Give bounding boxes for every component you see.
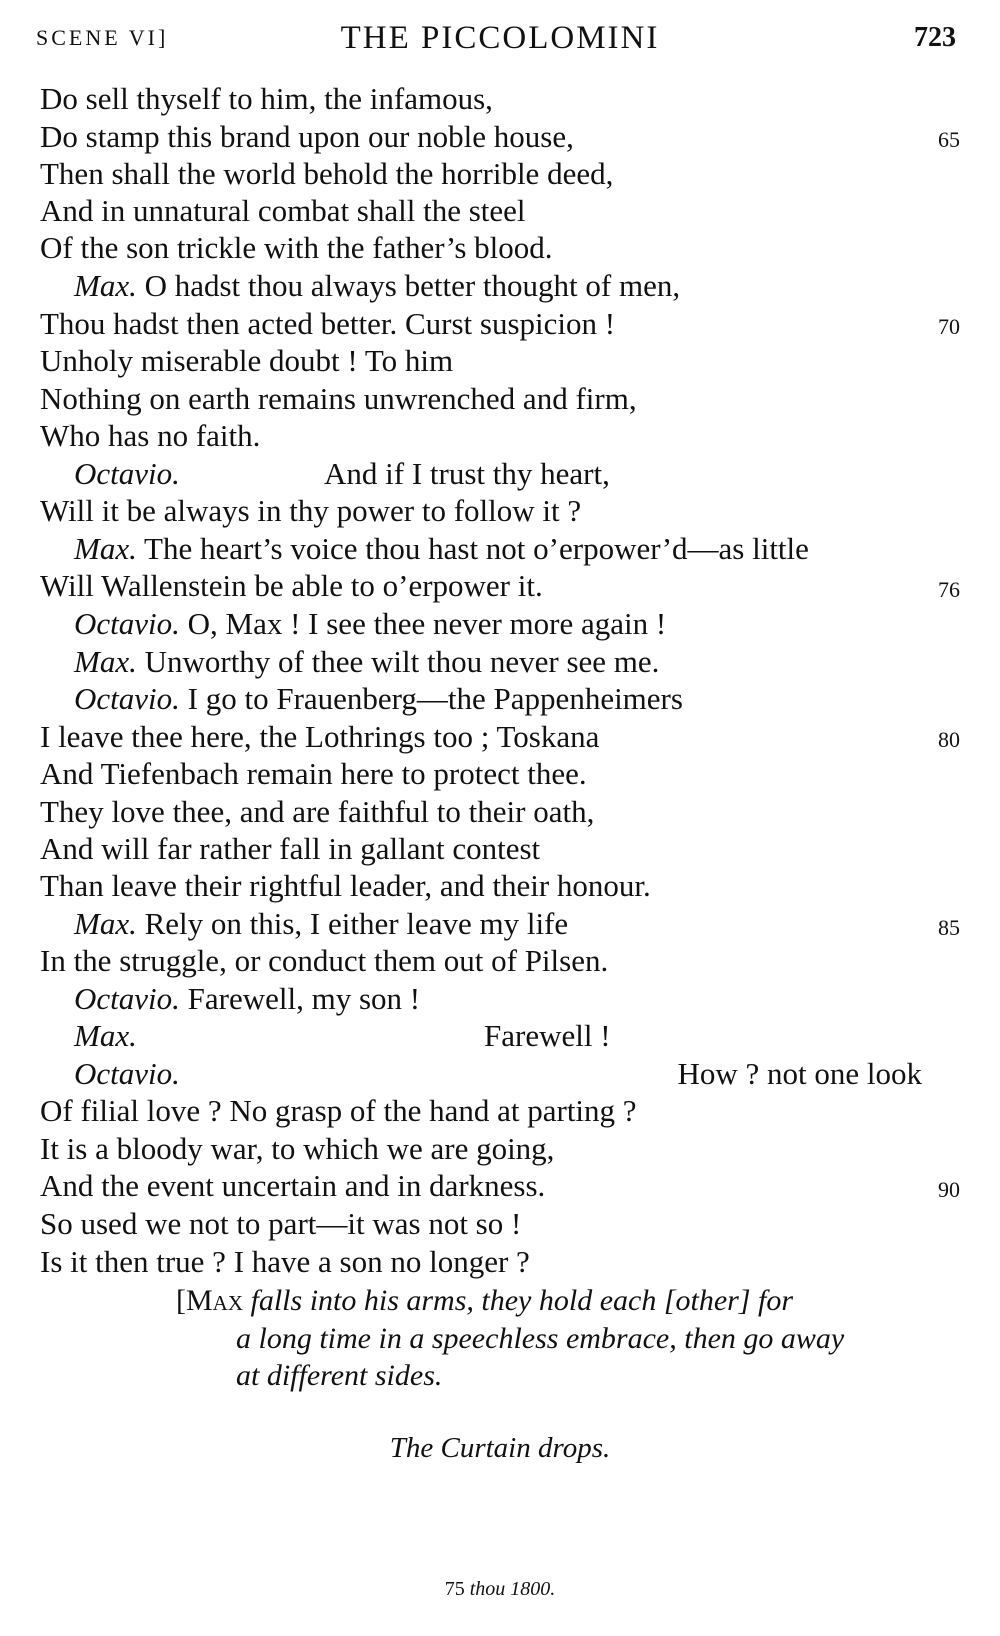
verse-line: Of the son trickle with the father’s blood.	[40, 230, 553, 265]
running-header-title: THE PICCOLOMINI	[340, 20, 660, 56]
line-number: 65	[938, 127, 960, 152]
speaker-name: Octavio.	[74, 456, 180, 491]
verse-line: Max. Unworthy of thee wilt thou never see me.	[74, 644, 660, 679]
line-number: 70	[938, 314, 960, 339]
stage-direction-line: a long time in a speechless embrace, then go away	[236, 1322, 845, 1355]
verse-line: Will it be always in thy power to follow it ?	[40, 493, 582, 528]
verse-line: And Tiefenbach remain here to protect thee.	[40, 756, 587, 791]
verse-line: Octavio. I go to Frauenberg—the Pappenheimers	[74, 681, 683, 716]
verse-line: Max. Farewell !	[74, 1018, 611, 1053]
stage-direction-line: [Max falls into his arms, they hold each [other] for	[176, 1284, 794, 1317]
speaker-name: Max.	[74, 531, 137, 566]
verse-line: Than leave their rightful leader, and their honour.	[40, 868, 651, 903]
line-number: 80	[938, 727, 960, 752]
verse-line: And the event uncertain and in darkness.	[40, 1168, 546, 1203]
verse-line: Octavio. Farewell, my son !	[74, 981, 421, 1016]
line-number: 90	[938, 1177, 960, 1202]
line-number: 76	[938, 577, 960, 602]
line-number: 85	[938, 915, 960, 940]
speaker-name: Octavio.	[74, 1056, 180, 1091]
footnote: 75 thou 1800.	[444, 1578, 556, 1600]
verse-line: Nothing on earth remains unwrenched and firm,	[40, 381, 637, 416]
verse-line: And in unnatural combat shall the steel	[40, 193, 526, 228]
verse-line: Max. O hadst thou always better thought of men,	[74, 268, 681, 303]
speaker-name: Max.	[74, 906, 137, 941]
verse-line: Do sell thyself to him, the infamous,	[40, 81, 493, 116]
stage-direction-speaker: Max	[186, 1284, 244, 1317]
verse-line: Octavio. And if I trust thy heart,	[74, 456, 610, 491]
verse-line: Max. Rely on this, I either leave my life	[74, 906, 569, 941]
verse-line: Octavio. O, Max ! I see thee never more again !	[74, 606, 667, 641]
verse-line: Thou hadst then acted better. Curst suspicion !	[40, 306, 616, 341]
curtain-direction: The Curtain drops.	[389, 1432, 611, 1464]
speaker-name: Max.	[74, 644, 137, 679]
verse-line: Will Wallenstein be able to o’erpower it.	[40, 568, 543, 603]
verse-line: So used we not to part—it was not so !	[40, 1206, 522, 1241]
verse-line: Do stamp this brand upon our noble house,	[40, 119, 574, 154]
stage-direction-line: at different sides.	[236, 1359, 443, 1392]
verse-line: Max. The heart’s voice thou hast not o’erpower’d—as little	[74, 531, 809, 566]
verse-line: Then shall the world behold the horrible deed,	[40, 156, 614, 191]
verse-line: I leave thee here, the Lothrings too ; Toskana	[40, 719, 600, 754]
verse-line: Is it then true ? I have a son no longer ?	[40, 1244, 530, 1279]
verse-line-continuation: How ? not one look	[677, 1056, 922, 1091]
verse-line: They love thee, and are faithful to their oath,	[40, 794, 595, 829]
verse-line: Who has no faith.	[40, 418, 261, 453]
speaker-name: Max.	[74, 268, 137, 303]
verse-line: In the struggle, or conduct them out of Pilsen.	[40, 943, 609, 978]
speaker-name: Max.	[74, 1018, 137, 1053]
speaker-name: Octavio.	[74, 606, 180, 641]
verse-line: And will far rather fall in gallant contest	[40, 831, 541, 866]
verse-line: Of filial love ? No grasp of the hand at parting ?	[40, 1093, 637, 1128]
speaker-name: Octavio.	[74, 981, 180, 1016]
verse-line: It is a bloody war, to which we are going,	[40, 1131, 555, 1166]
page-number: 723	[914, 22, 956, 53]
speaker-name: Octavio.	[74, 681, 180, 716]
verse-line: Unholy miserable doubt ! To him	[40, 343, 454, 378]
running-header-scene: SCENE VI]	[36, 25, 169, 50]
